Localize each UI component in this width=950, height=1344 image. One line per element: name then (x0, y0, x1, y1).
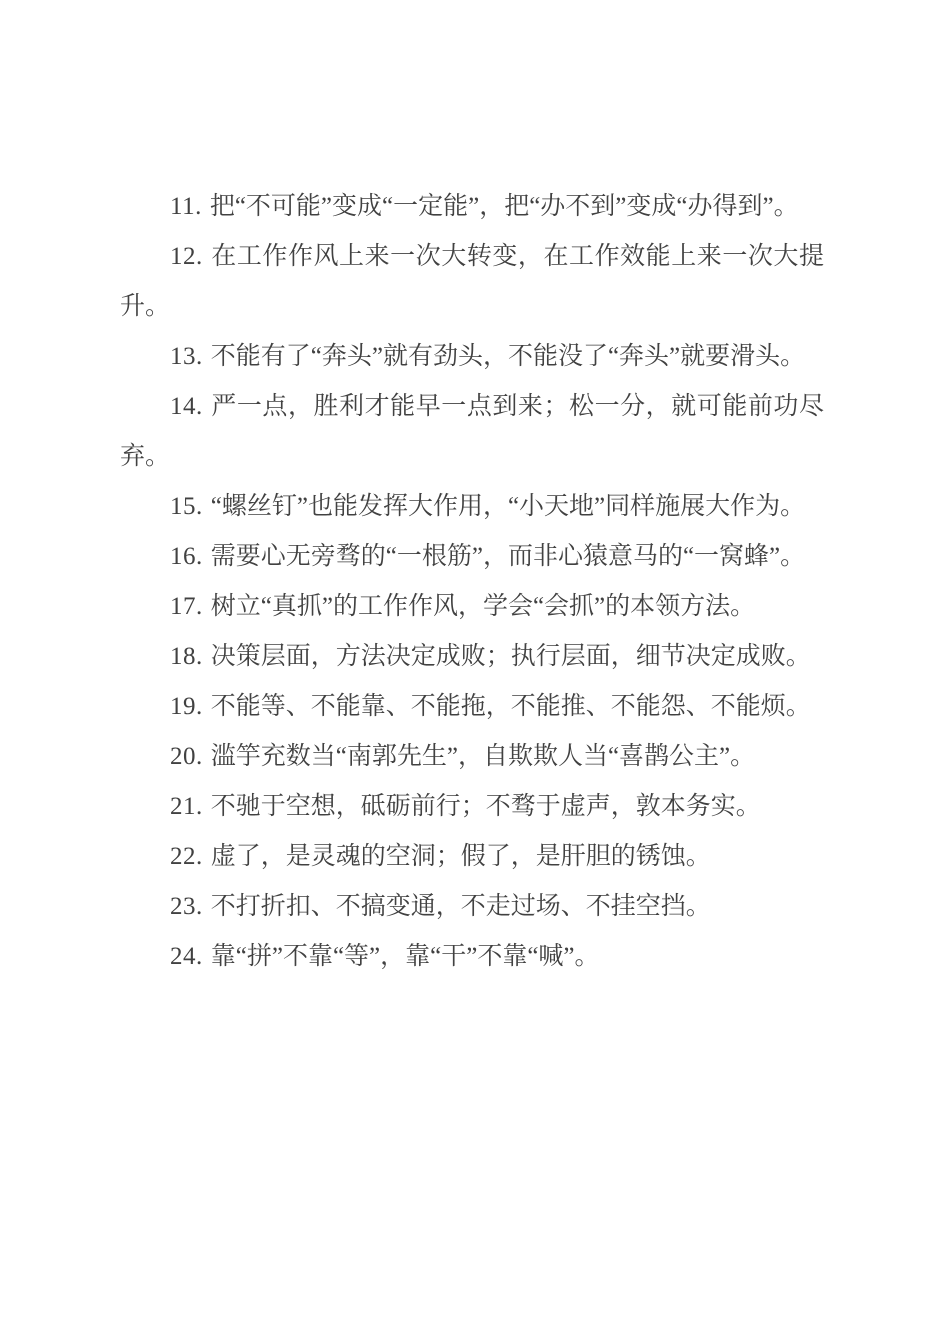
item-number: 21. (170, 793, 203, 820)
item-number: 12. (170, 243, 203, 270)
list-item (120, 932, 824, 982)
item-text: 需要心无旁骛的“一根筋”，而非心猿意马的“一窝蜂”。 (210, 543, 806, 570)
item-number: 23. (170, 893, 203, 920)
list-item (120, 782, 824, 832)
list-item (120, 882, 824, 932)
item-number: 17. (170, 593, 203, 620)
item-text: 把“不可能”变成“一定能”，把“办不到”变成“办得到”。 (209, 193, 799, 220)
item-text: 不打折扣、不搞变通，不走过场、不挂空挡。 (210, 893, 711, 920)
item-text: 不能有了“奔头”就有劲头，不能没了“奔头”就要滑头。 (210, 343, 806, 370)
item-text: 滥竽充数当“南郭先生”，自欺欺人当“喜鹊公主”。 (210, 743, 756, 770)
item-text: 在工作作风上来一次大转变，在工作效能上来一次大提升。 (120, 243, 824, 320)
item-number: 24. (170, 943, 203, 970)
document-body (120, 182, 824, 982)
list-item (120, 732, 824, 782)
item-text: “螺丝钉”也能发挥大作用，“小天地”同样施展大作为。 (210, 493, 806, 520)
list-item (120, 332, 824, 382)
list-item (120, 532, 824, 582)
list-item (120, 582, 824, 632)
item-text: 虚了，是灵魂的空洞；假了，是肝胆的锈蚀。 (210, 843, 711, 870)
list-item (120, 382, 824, 482)
list-item (120, 682, 824, 732)
item-number: 13. (170, 343, 203, 370)
item-number: 20. (170, 743, 203, 770)
item-number: 15. (170, 493, 203, 520)
item-text: 决策层面，方法决定成败；执行层面，细节决定成败。 (210, 643, 811, 670)
item-number: 11. (170, 193, 202, 220)
item-number: 16. (170, 543, 203, 570)
item-number: 19. (170, 693, 203, 720)
list-item (120, 182, 824, 232)
item-number: 18. (170, 643, 203, 670)
item-text: 靠“拼”不靠“等”，靠“干”不靠“喊”。 (210, 943, 600, 970)
list-item (120, 832, 824, 882)
list-item (120, 632, 824, 682)
item-text: 不能等、不能靠、不能拖，不能推、不能怨、不能烦。 (210, 693, 811, 720)
item-number: 22. (170, 843, 203, 870)
item-text: 不驰于空想，砥砺前行；不骛于虚声，敦本务实。 (210, 793, 761, 820)
list-item (120, 482, 824, 532)
item-number: 14. (170, 393, 203, 420)
list-item (120, 232, 824, 332)
item-text: 树立“真抓”的工作作风，学会“会抓”的本领方法。 (210, 593, 756, 620)
item-text: 严一点，胜利才能早一点到来；松一分，就可能前功尽弃。 (120, 393, 824, 470)
